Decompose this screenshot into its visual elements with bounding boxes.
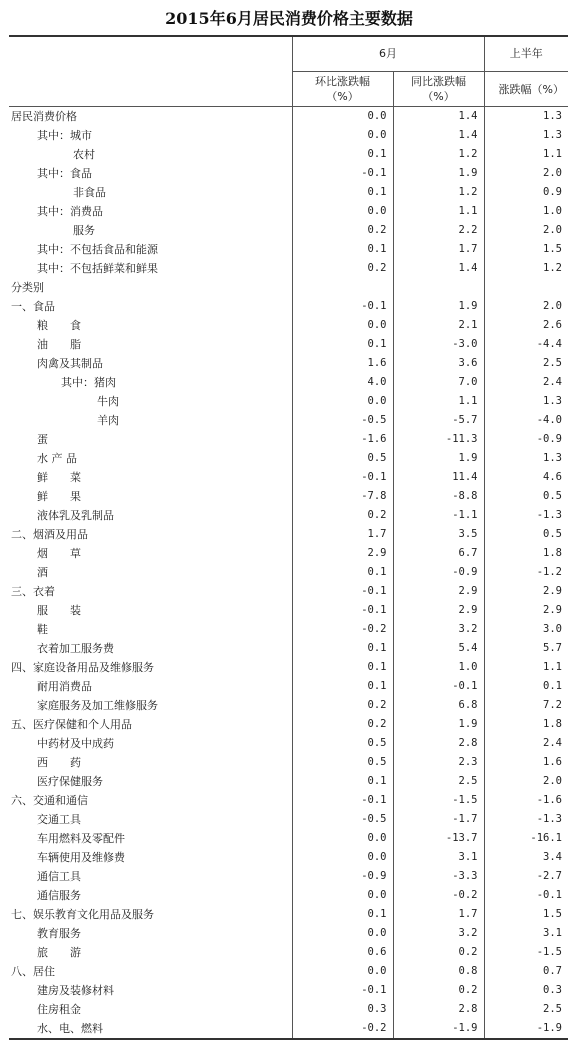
mom-value: 0.5 xyxy=(292,734,393,753)
mom-value: 0.5 xyxy=(292,449,393,468)
mom-value: 0.0 xyxy=(292,886,393,905)
table-row xyxy=(9,1000,568,1019)
row-label: 四、家庭设备用品及维修服务 xyxy=(11,661,154,674)
table-row xyxy=(9,354,568,373)
table-row xyxy=(9,411,568,430)
yoy-value: -1.1 xyxy=(393,506,484,525)
yoy-value: 6.7 xyxy=(393,544,484,563)
h1-value: -4.0 xyxy=(484,411,568,430)
table-row xyxy=(9,715,568,734)
row-label: 交通工具 xyxy=(37,813,81,826)
yoy-value: 5.4 xyxy=(393,639,484,658)
table-row xyxy=(9,487,568,506)
yoy-value: 1.9 xyxy=(393,449,484,468)
table-row xyxy=(9,696,568,715)
yoy-value: 3.2 xyxy=(393,620,484,639)
table-row xyxy=(9,430,568,449)
row-label: 其中：不包括食品和能源 xyxy=(37,243,158,256)
mom-value: -0.5 xyxy=(292,810,393,829)
mom-value: 0.0 xyxy=(292,924,393,943)
table-row xyxy=(9,316,568,335)
row-label: 鞋 xyxy=(37,623,48,636)
yoy-value: -1.5 xyxy=(393,791,484,810)
h1-value: 3.0 xyxy=(484,620,568,639)
header-mom xyxy=(292,72,393,107)
table-row xyxy=(9,107,568,127)
h1-value xyxy=(484,278,568,297)
row-label: 衣着加工服务费 xyxy=(37,642,114,655)
table-row xyxy=(9,544,568,563)
row-label: 蛋 xyxy=(37,433,48,446)
yoy-value: -0.9 xyxy=(393,563,484,582)
table-row xyxy=(9,240,568,259)
yoy-value: 1.2 xyxy=(393,183,484,202)
row-label: 中药材及中成药 xyxy=(37,737,114,750)
mom-value: -0.1 xyxy=(292,468,393,487)
header-mom-line1: 环比涨跌幅 xyxy=(315,75,370,88)
h1-value: 2.4 xyxy=(484,373,568,392)
yoy-value: 1.9 xyxy=(393,297,484,316)
h1-value: -1.3 xyxy=(484,810,568,829)
h1-value: 2.0 xyxy=(484,297,568,316)
h1-value: 2.5 xyxy=(484,1000,568,1019)
row-label: 住房租金 xyxy=(37,1003,81,1016)
table-row xyxy=(9,297,568,316)
mom-value: 0.2 xyxy=(292,715,393,734)
h1-value: 0.1 xyxy=(484,677,568,696)
row-label: 西 药 xyxy=(37,756,81,769)
yoy-value: 1.7 xyxy=(393,240,484,259)
h1-value: 2.0 xyxy=(484,164,568,183)
header-first-half: 上半年 xyxy=(484,36,568,72)
table-row xyxy=(9,867,568,886)
h1-value: 0.7 xyxy=(484,962,568,981)
yoy-value: -5.7 xyxy=(393,411,484,430)
h1-value: -1.2 xyxy=(484,563,568,582)
table-row xyxy=(9,183,568,202)
h1-value: 3.4 xyxy=(484,848,568,867)
h1-value: -1.6 xyxy=(484,791,568,810)
h1-value: 2.5 xyxy=(484,354,568,373)
row-label: 二、烟酒及用品 xyxy=(11,528,88,541)
mom-value: 0.1 xyxy=(292,145,393,164)
h1-value: 1.5 xyxy=(484,905,568,924)
yoy-value: -1.9 xyxy=(393,1019,484,1039)
mom-value: 0.1 xyxy=(292,772,393,791)
row-label: 一、食品 xyxy=(11,300,55,313)
row-label: 酒 xyxy=(37,566,48,579)
h1-value: 0.3 xyxy=(484,981,568,1000)
row-label: 耐用消费品 xyxy=(37,680,92,693)
yoy-value: 2.9 xyxy=(393,582,484,601)
mom-value: 0.1 xyxy=(292,905,393,924)
table-row xyxy=(9,981,568,1000)
table-row xyxy=(9,772,568,791)
row-label: 其中：食品 xyxy=(37,167,92,180)
yoy-value: 2.8 xyxy=(393,1000,484,1019)
row-label: 水、电、燃料 xyxy=(9,1019,292,1039)
row-label: 鲜 果 xyxy=(37,490,81,503)
table-row xyxy=(9,1019,568,1039)
row-label: 分类别 xyxy=(11,281,44,294)
mom-value: 0.0 xyxy=(292,829,393,848)
mom-value: 0.0 xyxy=(292,392,393,411)
mom-value: -0.5 xyxy=(292,411,393,430)
yoy-value: -8.8 xyxy=(393,487,484,506)
mom-value: 0.1 xyxy=(292,658,393,677)
cpi-table xyxy=(9,35,568,1040)
mom-value: 0.1 xyxy=(292,183,393,202)
h1-value: 1.8 xyxy=(484,544,568,563)
table-row xyxy=(9,392,568,411)
h1-value: -1.9 xyxy=(484,1019,568,1039)
h1-value: -0.9 xyxy=(484,430,568,449)
yoy-value: 1.1 xyxy=(393,392,484,411)
table-row xyxy=(9,905,568,924)
h1-value: 3.1 xyxy=(484,924,568,943)
h1-value: 1.6 xyxy=(484,753,568,772)
mom-value: -0.1 xyxy=(292,297,393,316)
mom-value: 0.0 xyxy=(292,316,393,335)
mom-value: 0.3 xyxy=(292,1000,393,1019)
header-row-2 xyxy=(9,72,568,107)
table-row xyxy=(9,620,568,639)
h1-value: 1.8 xyxy=(484,715,568,734)
row-label: 服务 xyxy=(73,224,95,237)
yoy-value: 1.2 xyxy=(393,145,484,164)
yoy-value: 2.2 xyxy=(393,221,484,240)
row-label: 肉禽及其制品 xyxy=(37,357,103,370)
mom-value: 2.9 xyxy=(292,544,393,563)
row-label: 通信服务 xyxy=(37,889,81,902)
mom-value xyxy=(292,278,393,297)
mom-value: -0.2 xyxy=(292,620,393,639)
h1-value: 1.3 xyxy=(484,392,568,411)
yoy-value: 1.7 xyxy=(393,905,484,924)
h1-value: 2.4 xyxy=(484,734,568,753)
yoy-value: -0.2 xyxy=(393,886,484,905)
h1-value: -0.1 xyxy=(484,886,568,905)
yoy-value: 2.8 xyxy=(393,734,484,753)
table-row xyxy=(9,658,568,677)
h1-value: -2.7 xyxy=(484,867,568,886)
yoy-value: 1.4 xyxy=(393,259,484,278)
yoy-value: 2.5 xyxy=(393,772,484,791)
row-label: 油 脂 xyxy=(37,338,81,351)
yoy-value: -0.1 xyxy=(393,677,484,696)
row-label: 通信工具 xyxy=(37,870,81,883)
table-row xyxy=(9,468,568,487)
h1-value: 1.3 xyxy=(484,107,568,127)
row-label: 建房及装修材料 xyxy=(37,984,114,997)
table-row xyxy=(9,582,568,601)
mom-value: -7.8 xyxy=(292,487,393,506)
table-row xyxy=(9,164,568,183)
yoy-value: 2.3 xyxy=(393,753,484,772)
row-label: 牛肉 xyxy=(97,395,119,408)
table-row xyxy=(9,601,568,620)
mom-value: -0.9 xyxy=(292,867,393,886)
table-row xyxy=(9,449,568,468)
h1-value: 1.1 xyxy=(484,145,568,164)
yoy-value: 1.4 xyxy=(393,126,484,145)
table-row xyxy=(9,962,568,981)
table-row xyxy=(9,753,568,772)
header-yoy xyxy=(393,72,484,107)
h1-value: 5.7 xyxy=(484,639,568,658)
row-label: 八、居住 xyxy=(11,965,55,978)
row-label: 七、娱乐教育文化用品及服务 xyxy=(11,908,154,921)
h1-value: 2.0 xyxy=(484,221,568,240)
row-label: 非食品 xyxy=(73,186,106,199)
row-label: 居民消费价格 xyxy=(11,110,77,123)
h1-value: 1.3 xyxy=(484,126,568,145)
h1-value: 2.6 xyxy=(484,316,568,335)
row-label: 车辆使用及维修费 xyxy=(37,851,125,864)
table-row xyxy=(9,924,568,943)
table-row xyxy=(9,335,568,354)
header-h1-rate: 涨跌幅（%） xyxy=(484,72,568,107)
yoy-value: 7.0 xyxy=(393,373,484,392)
mom-value: -0.1 xyxy=(292,582,393,601)
row-label: 羊肉 xyxy=(97,414,119,427)
mom-value: -0.1 xyxy=(292,601,393,620)
yoy-value: 1.9 xyxy=(393,164,484,183)
mom-value: 0.1 xyxy=(292,563,393,582)
h1-value: 7.2 xyxy=(484,696,568,715)
mom-value: 0.2 xyxy=(292,259,393,278)
header-blank xyxy=(9,36,292,72)
header-row-1 xyxy=(9,36,568,72)
row-label: 水 产 品 xyxy=(37,452,77,465)
yoy-value: 2.1 xyxy=(393,316,484,335)
h1-value: 4.6 xyxy=(484,468,568,487)
row-label: 其中：消费品 xyxy=(37,205,103,218)
h1-value: 2.9 xyxy=(484,601,568,620)
h1-value: -4.4 xyxy=(484,335,568,354)
table-row xyxy=(9,563,568,582)
mom-value: -0.1 xyxy=(292,164,393,183)
mom-value: 0.6 xyxy=(292,943,393,962)
mom-value: 0.0 xyxy=(292,126,393,145)
yoy-value: 3.1 xyxy=(393,848,484,867)
h1-value: 1.3 xyxy=(484,449,568,468)
mom-value: 0.1 xyxy=(292,335,393,354)
yoy-value: 1.1 xyxy=(393,202,484,221)
table-row xyxy=(9,848,568,867)
row-label: 粮 食 xyxy=(37,319,81,332)
row-label: 医疗保健服务 xyxy=(37,775,103,788)
h1-value: -16.1 xyxy=(484,829,568,848)
yoy-value: 2.9 xyxy=(393,601,484,620)
yoy-value: -3.0 xyxy=(393,335,484,354)
yoy-value: 3.5 xyxy=(393,525,484,544)
mom-value: 0.1 xyxy=(292,677,393,696)
row-label: 烟 草 xyxy=(37,547,81,560)
row-label: 其中：城市 xyxy=(37,129,92,142)
page-title: 2015年6月居民消费价格主要数据 xyxy=(165,9,413,28)
mom-value: 0.1 xyxy=(292,639,393,658)
h1-value: -1.5 xyxy=(484,943,568,962)
mom-value: 0.2 xyxy=(292,696,393,715)
yoy-value: 0.2 xyxy=(393,943,484,962)
mom-value: 4.0 xyxy=(292,373,393,392)
table-row xyxy=(9,734,568,753)
mom-value: 0.1 xyxy=(292,240,393,259)
mom-value: 0.2 xyxy=(292,506,393,525)
h1-value: 2.9 xyxy=(484,582,568,601)
table-row xyxy=(9,943,568,962)
mom-value: -0.1 xyxy=(292,791,393,810)
table-row xyxy=(9,506,568,525)
yoy-value: -1.7 xyxy=(393,810,484,829)
mom-value: 0.5 xyxy=(292,753,393,772)
row-label: 鲜 菜 xyxy=(37,471,81,484)
table-row xyxy=(9,886,568,905)
yoy-value: 1.0 xyxy=(393,658,484,677)
yoy-value: 0.2 xyxy=(393,981,484,1000)
yoy-value: 0.8 xyxy=(393,962,484,981)
header-blank-2 xyxy=(9,72,292,107)
h1-value: 2.0 xyxy=(484,772,568,791)
table-row xyxy=(9,221,568,240)
yoy-value: -13.7 xyxy=(393,829,484,848)
header-june: 6月 xyxy=(292,36,484,72)
mom-value: -0.1 xyxy=(292,981,393,1000)
yoy-value: 1.4 xyxy=(393,107,484,127)
row-label: 车用燃料及零配件 xyxy=(37,832,125,845)
yoy-value: 6.8 xyxy=(393,696,484,715)
row-label: 家庭服务及加工维修服务 xyxy=(37,699,158,712)
yoy-value: 11.4 xyxy=(393,468,484,487)
row-label: 其中：不包括鲜菜和鲜果 xyxy=(37,262,158,275)
mom-value: 1.6 xyxy=(292,354,393,373)
row-label: 服 装 xyxy=(37,604,81,617)
yoy-value: -3.3 xyxy=(393,867,484,886)
yoy-value: 3.2 xyxy=(393,924,484,943)
row-label: 教育服务 xyxy=(37,927,81,940)
header-mom-line2: （%） xyxy=(326,90,359,103)
table-row xyxy=(9,259,568,278)
mom-value: -0.2 xyxy=(292,1019,393,1039)
row-label: 液体乳及乳制品 xyxy=(37,509,114,522)
table-row xyxy=(9,639,568,658)
table-row xyxy=(9,278,568,297)
mom-value: 0.0 xyxy=(292,202,393,221)
row-label: 三、衣着 xyxy=(11,585,55,598)
row-label: 旅 游 xyxy=(37,946,81,959)
table-row xyxy=(9,145,568,164)
h1-value: 1.0 xyxy=(484,202,568,221)
table-row xyxy=(9,810,568,829)
h1-value: -1.3 xyxy=(484,506,568,525)
header-yoy-line1: 同比涨跌幅 xyxy=(411,75,466,88)
yoy-value: 3.6 xyxy=(393,354,484,373)
yoy-value: 1.9 xyxy=(393,715,484,734)
h1-value: 0.9 xyxy=(484,183,568,202)
table-row xyxy=(9,202,568,221)
h1-value: 1.2 xyxy=(484,259,568,278)
row-label: 六、交通和通信 xyxy=(11,794,88,807)
h1-value: 0.5 xyxy=(484,525,568,544)
table-row xyxy=(9,126,568,145)
row-label: 农村 xyxy=(73,148,95,161)
yoy-value: -11.3 xyxy=(393,430,484,449)
mom-value: 1.7 xyxy=(292,525,393,544)
table-row xyxy=(9,525,568,544)
mom-value: 0.2 xyxy=(292,221,393,240)
table-row xyxy=(9,791,568,810)
row-label: 其中：猪肉 xyxy=(61,376,116,389)
mom-value: 0.0 xyxy=(292,962,393,981)
h1-value: 0.5 xyxy=(484,487,568,506)
mom-value: 0.0 xyxy=(292,107,393,127)
table-row xyxy=(9,829,568,848)
h1-value: 1.5 xyxy=(484,240,568,259)
table-row xyxy=(9,677,568,696)
h1-value: 1.1 xyxy=(484,658,568,677)
mom-value: -1.6 xyxy=(292,430,393,449)
table-row xyxy=(9,373,568,392)
header-yoy-line2: （%） xyxy=(422,90,455,103)
row-label: 五、医疗保健和个人用品 xyxy=(11,718,132,731)
yoy-value xyxy=(393,278,484,297)
mom-value: 0.0 xyxy=(292,848,393,867)
